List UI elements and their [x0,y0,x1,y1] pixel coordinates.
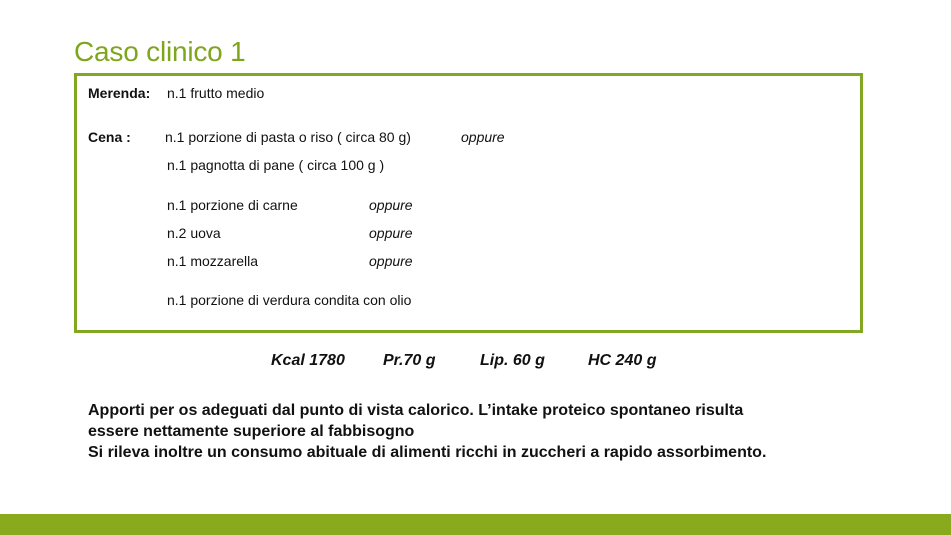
veg-line: n.1 porzione di verdura condita con olio [167,292,412,308]
cena-pasta-connector: oppure [461,129,505,145]
protein-item-meat: n.1 porzione di carne [167,197,298,213]
slide-title: Caso clinico 1 [74,36,246,67]
summary-line-2: essere nettamente superiore al fabbisogno [88,423,415,440]
protein-total: Pr.70 g [383,352,436,369]
protein-connector-mozzarella: oppure [369,253,413,269]
lipid-total: Lip. 60 g [480,352,545,369]
summary-line-3: Si rileva inoltre un consumo abituale di alimenti ricchi in zuccheri a rapido assorbimento. [88,444,767,461]
protein-item-mozzarella: n.1 mozzarella [167,253,259,269]
kcal-total: Kcal 1780 [271,352,345,369]
protein-connector-eggs: oppure [369,225,413,241]
merenda-value: n.1 frutto medio [167,85,265,101]
cena-label: Cena : [88,129,131,145]
protein-item-eggs: n.2 uova [167,225,221,241]
merenda-label: Merenda: [88,85,151,101]
carb-total: HC 240 g [588,352,657,369]
summary-line-1: Apporti per os adeguati dal punto di vista calorico. L’intake proteico spontaneo risulta [88,402,744,419]
footer-bar [0,514,951,535]
cena-pasta-line: n.1 porzione di pasta o riso ( circa 80 g) [165,129,411,145]
protein-connector-meat: oppure [369,197,413,213]
clinical-summary [88,400,888,463]
cena-bread-line: n.1 pagnotta di pane ( circa 100 g ) [167,157,385,173]
